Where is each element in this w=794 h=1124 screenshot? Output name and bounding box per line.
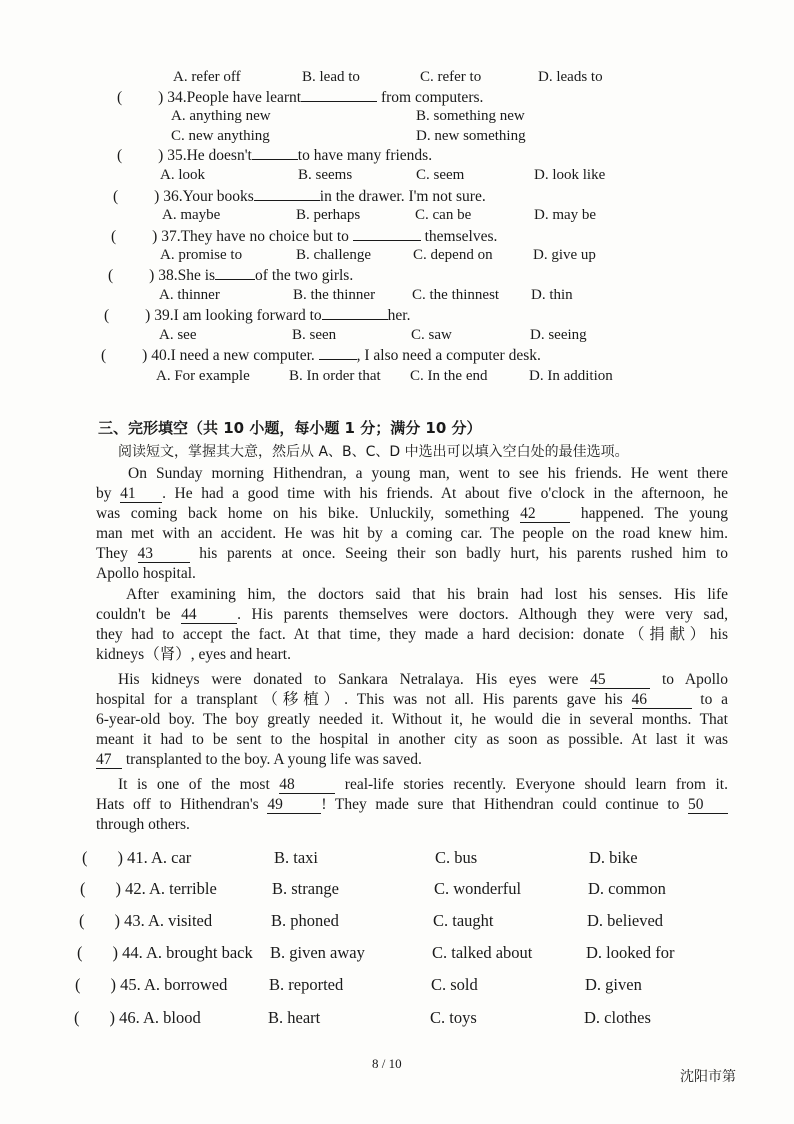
q37-option-c: C. depend on <box>413 247 493 263</box>
q33-option-c: C. refer to <box>420 69 482 85</box>
cloze-45-option-b: B. reported <box>269 975 344 994</box>
cloze-43-option-b: B. phoned <box>271 911 339 930</box>
cloze-45-row: ( ) 45. A. borrowed <box>75 975 228 994</box>
q36-stem: ( ) 36.Your books in the drawer. I'm not sure. <box>113 188 486 205</box>
cloze-43-option-c: C. taught <box>433 911 494 930</box>
q39-option-d: D. seeing <box>530 327 587 343</box>
q38-stem: ( ) 38.She is of the two girls. <box>108 267 354 284</box>
blank-45: 45 <box>590 672 650 689</box>
q40-option-b: B. In order that <box>289 368 381 384</box>
passage-paragraph-3: His kidneys were donated to Sankara Netralaya. His eyes were 45 to Apollo hospital for a transplant（移植）. This was not all. His parents gave his 46 to a 6-year-old boy. The boy greatly needed it. Without it, he would die in several months. That meant it had to be sent to the hospital in another city as soon as possible. At last it was 47 transplanted to the boy. A young life was saved. <box>96 671 729 768</box>
q33-option-d: D. leads to <box>538 69 603 85</box>
section-heading: 三、完形填空（共 10 小题，每小题 1 分；满分 10 分） <box>98 419 482 437</box>
q37-option-d: D. give up <box>533 247 596 263</box>
q34-option-a: A. anything new <box>171 108 271 124</box>
blank-49: 49 <box>267 797 321 814</box>
q39-stem: ( ) 39.I am looking forward to her. <box>104 307 411 324</box>
q40-stem: ( ) 40.I need a new computer. , I also need a computer desk. <box>101 347 541 364</box>
cloze-42-row: ( ) 42. A. terrible <box>80 879 217 898</box>
q35-option-a: A. look <box>160 167 205 183</box>
cloze-44-option-d: D. looked for <box>586 943 675 962</box>
cloze-41-option-b: B. taxi <box>274 848 318 867</box>
q36-option-d: D. may be <box>534 207 597 223</box>
cloze-43-option-d: D. believed <box>587 911 664 930</box>
cloze-44-option-b: B. given away <box>270 943 365 962</box>
cloze-46-row: ( ) 46. A. blood <box>74 1008 201 1027</box>
cloze-41-option-d: D. bike <box>589 848 638 867</box>
q40-option-c: C. In the end <box>410 368 488 384</box>
blank-46: 46 <box>632 692 692 709</box>
q34-stem: ( ) 34.People have learnt from computers. <box>117 89 484 106</box>
cloze-46-option-c: C. toys <box>430 1008 477 1027</box>
blank-48: 48 <box>279 777 335 794</box>
q34-option-d: D. new something <box>416 128 526 144</box>
cloze-44-option-c: C. talked about <box>432 943 533 962</box>
cloze-42-option-b: B. strange <box>272 879 339 898</box>
q39-option-b: B. seen <box>292 327 337 343</box>
q35-stem: ( ) 35.He doesn't to have many friends. <box>117 147 433 164</box>
cloze-41-option-c: C. bus <box>435 848 478 867</box>
section-instruction: 阅读短文，掌握其大意，然后从 A、B、C、D 中选出可以填入空白处的最佳选项。 <box>118 444 629 460</box>
q34-option-c: C. new anything <box>171 128 270 144</box>
footer-city: 沈阳市第 <box>680 1069 736 1085</box>
q36-option-a: A. maybe <box>162 207 221 223</box>
cloze-42-option-c: C. wonderful <box>434 879 522 898</box>
q39-option-c: C. saw <box>411 327 452 343</box>
passage-paragraph-4: It is one of the most 48 real-life stories recently. Everyone should learn from it. Hats off to Hithendran's 49 ! They made sure that Hithendran could continue to 50 through others. <box>96 776 728 833</box>
q36-option-b: B. perhaps <box>296 207 361 223</box>
cloze-46-option-d: D. clothes <box>584 1008 651 1027</box>
q37-stem: ( ) 37.They have no choice but to themselves. <box>111 228 498 245</box>
q35-option-d: D. look like <box>534 167 606 183</box>
q40-option-d: D. In addition <box>529 368 613 384</box>
q33-option-a: A. refer off <box>173 69 241 85</box>
cloze-45-option-c: C. sold <box>431 975 478 994</box>
q38-option-a: A. thinner <box>159 287 220 303</box>
q38-option-b: B. the thinner <box>293 287 376 303</box>
blank-42: 42 <box>520 506 570 523</box>
q37-option-b: B. challenge <box>296 247 371 263</box>
q40-option-a: A. For example <box>156 368 250 384</box>
q35-option-c: C. seem <box>416 167 465 183</box>
blank-47: 47 <box>96 752 122 769</box>
blank-44: 44 <box>181 607 237 624</box>
blank-50: 50 <box>688 797 728 814</box>
cloze-41-row: ( ) 41. A. car <box>82 848 192 867</box>
blank-43: 43 <box>138 546 190 563</box>
cloze-44-row: ( ) 44. A. brought back <box>77 943 253 962</box>
blank-41: 41 <box>120 486 162 503</box>
q37-option-a: A. promise to <box>160 247 243 263</box>
q34-option-b: B. something new <box>416 108 525 124</box>
cloze-46-option-b: B. heart <box>268 1008 321 1027</box>
q38-option-d: D. thin <box>531 287 573 303</box>
q36-option-c: C. can be <box>415 207 472 223</box>
q35-option-b: B. seems <box>298 167 353 183</box>
cloze-45-option-d: D. given <box>585 975 642 994</box>
cloze-43-row: ( ) 43. A. visited <box>79 911 213 930</box>
cloze-42-option-d: D. common <box>588 879 666 898</box>
page-number: 8 / 10 <box>372 1056 402 1071</box>
q39-option-a: A. see <box>159 327 197 343</box>
passage-paragraph-2: After examining him, the doctors said that his brain had lost his senses. His life couldn't be 44 . His parents themselves were doctors. Although they were very sad, they had to accept the fact. At that time, they made a hard decision: donate（捐献）his kidneys（肾）, eyes and heart. <box>96 586 728 663</box>
q33-option-b: B. lead to <box>302 69 360 85</box>
passage-paragraph-1: On Sunday morning Hithendran, a young man, went to see his friends. He went there by 41 . He had a good time with his friends. At about five o'clock in the afternoon, he was coming back home on his bike. Unluckily, something 42 happened. The young man met with an accident. He was hit by a coming car. The people on the road knew him. They 43 his parents at once. Seeing their son badly hurt, his parents rushed him to Apollo hospital. <box>96 465 729 582</box>
q38-option-c: C. the thinnest <box>412 287 500 303</box>
